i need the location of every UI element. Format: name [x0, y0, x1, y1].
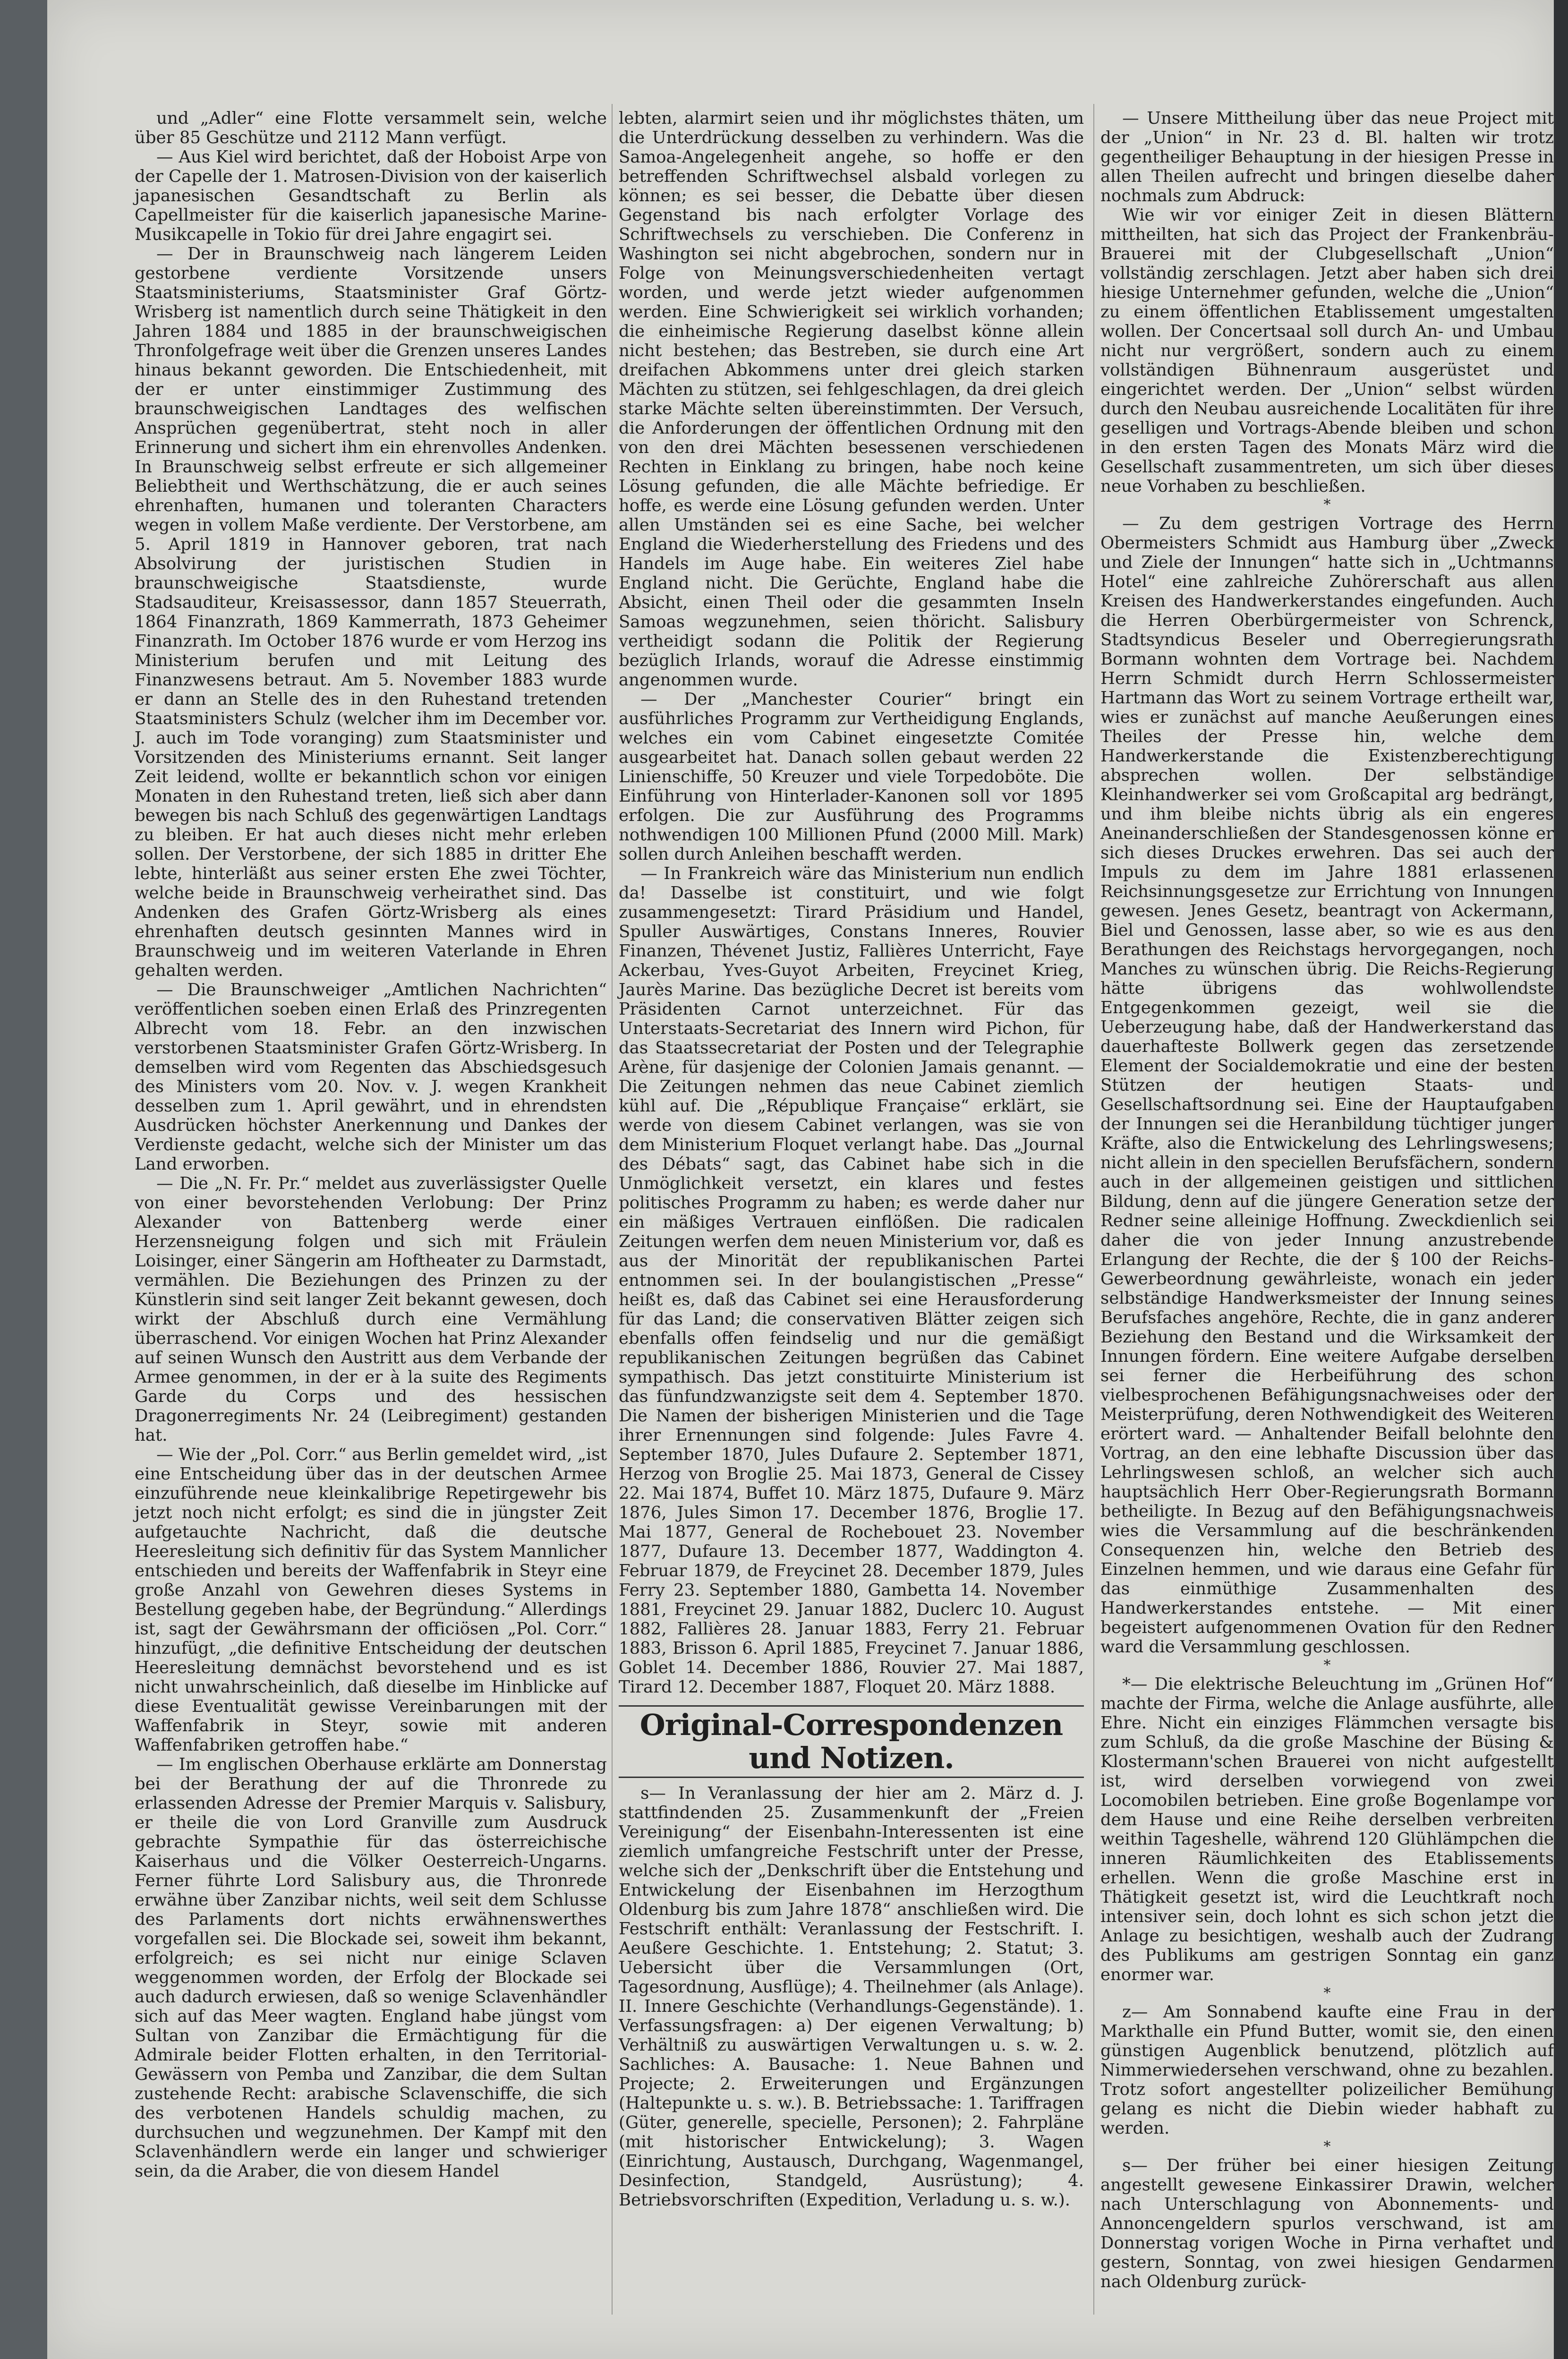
- paragraph: z— Am Sonnabend kaufte eine Frau in der Markthalle ein Pfund Butter, womit sie, den einen günstigen Augenblick benutzend, plötzlich auf Nimmerwiedersehen verschwand, ohne zu bezahlen. Trotz sofort angestellter polizeilicher Bemühung gelang es nicht die Diebin wieder habhaft zu werden.: [1100, 2002, 1554, 2138]
- paragraph: — In Frankreich wäre das Ministerium nun endlich da! Dasselbe ist constituirt, und wie folgt zusammengesetzt: Tirard Präsidium und Handel, Spuller Auswärtiges, Constans Inneres, Rouvier Finanzen, Thévenet Justiz, Fallières Unterricht, Faye Ackerbau, Yves-Guyot Arbeiten, Freycinet Krieg, Jaurès Marine. Das bezügliche Decret ist bereits vom Präsidenten Carnot unterzeichnet. Für das Unterstaats-Secretariat des Innern wird Pichon, für das Staatssecretariat der Posten und der Telegraphie Arène, für dasjenige der Colonien Jamais genannt. — Die Zeitungen nehmen das neue Cabinet ziemlich kühl auf. Die „République Française“ erklärt, sie werde von diesem Cabinet verlangen, was sie von dem Ministerium Floquet verlangt habe. Das „Journal des Débats“ sagt, das Cabinet habe sich in die Unmöglichkeit versetzt, ein klares und festes politisches Programm zu haben; es werde daher nur ein mäßiges Vertrauen einflößen. Die radicalen Zeitungen werfen dem neuen Ministerium vor, daß es aus der Minorität der republikanischen Partei entnommen sei. In der boulangistischen „Presse“ heißt es, daß das Cabinet sei eine Herausforderung für das Land; die conservativen Blätter zeigen sich ebenfalls offen feindselig und nur die gemäßigt republikanischen Zeitungen begrüßen das Cabinet sympathisch. Das jetzt constituirte Ministerium ist das fünfundzwanzigste seit dem 4. September 1870. Die Namen der bisherigen Ministerien und die Tage ihrer Ernennungen sind folgende: Jules Favre 4. September 1870, Jules Dufaure 2. September 1871, Herzog von Broglie 25. Mai 1873, General de Cissey 22. Mai 1874, Buffet 10. März 1875, Dufaure 9. März 1876, Jules Simon 17. December 1876, Broglie 17. Mai 1877, General de Rochebouet 23. November 1877, Dufaure 13. December 1877, Waddington 4. Februar 1879, de Freycinet 28. December 1879, Jules Ferry 23. September 1880, Gambetta 14. November 1881, Freycinet 29. Januar 1882, Duclerc 10. August 1882, Fallières 28. Januar 1883, Ferry 21. Februar 1883, Brisson 6. April 1885, Freycinet 7. Januar 1886, Goblet 14. December 1886, Rouvier 27. Mai 1887, Tirard 12. December 1887, Floquet 20. März 1888.: [619, 864, 1084, 1697]
- paragraph: und „Adler“ eine Flotte versammelt sein, welche über 85 Geschütze und 2112 Mann verfügt.: [135, 109, 607, 147]
- page-edge: [1554, 0, 1568, 2359]
- column-rule: [612, 104, 613, 2315]
- paragraph: — Aus Kiel wird berichtet, daß der Hoboist Arpe von der Capelle der 1. Matrosen-Division von der kaiserlich japanesischen Gesandtschaft zu Berlin als Capellmeister für die kaiserlich japanesische Marine-Musikcapelle in Tokio für drei Jahre engagirt sei.: [135, 147, 607, 244]
- paragraph: — Die Braunschweiger „Amtlichen Nachrichten“ veröffentlichen soeben einen Erlaß des Prinzregenten Albrecht vom 18. Febr. an den inzwischen verstorbenen Staatsminister Grafen Görtz-Wrisberg. In demselben wird vom Regenten das Abschiedsgesuch des Ministers vom 20. Nov. v. J. wegen Krankheit desselben zum 1. April gewährt, und in ehrendsten Ausdrücken höchster Anerkennung und Dankes der Verdienste gedacht, welche sich der Minister um das Land erworben.: [135, 980, 607, 1174]
- column-1: [135, 109, 607, 2181]
- column-2: [619, 109, 1084, 2210]
- paragraph: *— Die elektrische Beleuchtung im „Grünen Hof“ machte der Firma, welche die Anlage ausführte, alle Ehre. Nicht ein einziges Flämmchen versagte bis zum Schluß, da die große Maschine der Büsing & Klostermann'schen Brauerei von nicht aufgestellt ist, wird derselben vorwiegend von zwei Locomobilen betrieben. Eine große Bogenlampe vor dem Hause und eine Reihe derselben verbreiten weithin Tageshelle, während 120 Glühlämpchen die inneren Räumlichkeiten des Etablissements erhellen. Wenn die große Maschine erst in Thätigkeit gesetzt ist, wird die Leuchtkraft noch intensiver sein, doch lohnt es sich schon jetzt die Anlage zu besichtigen, weshalb auch der Zudrang des Publikums am gestrigen Sonntag ein ganz enormer war.: [1100, 1675, 1554, 1984]
- paragraph: Wie wir vor einiger Zeit in diesen Blättern mittheilten, hat sich das Project der Frankenbräu-Brauerei mit der Clubgesellschaft „Union“ vollständig zerschlagen. Jetzt aber haben sich drei hiesige Unternehmer gefunden, welche die „Union“ zu einem öffentlichen Etablissement umgestalten wollen. Der Concertsaal soll durch An- und Umbau nicht nur vergrößert, sondern auch zu einem vollständigen Bühnenraum ausgerüstet und eingerichtet werden. Der „Union“ selbst würden durch den Neubau ausreichende Localitäten für ihre geselligen und Vortrags-Abende bleiben und schon in den ersten Tagen des Monats März wird die Gesellschaft zusammentreten, um sich über dieses neue Vorhaben zu beschließen.: [1100, 205, 1554, 496]
- paragraph: s— Der früher bei einer hiesigen Zeitung angestellt gewesene Einkassirer Drawin, welcher nach Unterschlagung von Abonnements- und Annoncengeldern spurlos verschwand, ist am Donnerstag vorigen Woche in Pirna verhaftet und gestern, Sonntag, von zwei hiesigen Gendarmen nach Oldenburg zurück-: [1100, 2156, 1554, 2291]
- separator-asterisk: *: [1323, 1657, 1331, 1674]
- paragraph: — Zu dem gestrigen Vortrage des Herrn Obermeisters Schmidt aus Hamburg über „Zweck und Ziele der Innungen“ hatte sich in „Uchtmanns Hotel“ eine zahlreiche Zuhörerschaft aus allen Kreisen des Handwerkerstandes eingefunden. Auch die Herren Oberbürgermeister von Schrenck, Stadtsyndicus Beseler und Oberregierungsrath Bormann wohnten dem Vortrage bei. Nachdem Herrn Schmidt durch Herrn Schlossermeister Hartmann das Wort zu seinem Vortrage ertheilt war, wies er zunächst auf manche Aeußerungen eines Theiles der Presse hin, welche dem Handwerkerstande die Existenzberechtigung absprechen wollen. Der selbständige Kleinhandwerker sei vom Großcapital arg bedrängt, und ihm bleibe nichts übrig als ein engeres Aneinanderschließen der Standesgenossen könne er sich dieses Druckes erwehren. Das sei auch der Impuls zu dem im Jahre 1881 erlassenen Reichsinnungsgesetze zur Errichtung von Innungen gewesen. Jenes Gesetz, beantragt von Ackermann, Biel und Genossen, lasse aber, so wie es aus den Berathungen des Reichstags hervorgegangen, noch Manches zu wünschen übrig. Die Reichs-Regierung hätte übrigens das wohlwollendste Entgegenkommen gezeigt, weil sie die Ueberzeugung habe, daß der Handwerkerstand das dauerhafteste Bollwerk gegen das zersetzende Element der Socialdemokratie und eine der besten Stützen der heutigen Staats- und Gesellschaftsordnung sei. Eine der Hauptaufgaben der Innungen sei die Heranbildung tüchtiger junger Kräfte, also die Entwickelung des Lehrlingswesens; nicht allein in den speciellen Berufsfächern, sondern auch in der allgemeinen geistigen und sittlichen Bildung, denn auf die jüngere Generation setze der Redner seine alleinige Hoffnung. Zweckdienlich sei daher die von jeder Innung anzustrebende Erlangung der Rechte, die der § 100 der Reichs-Gewerbeordnung gewährleiste, wonach ein jeder selbständige Handwerksmeister der Innung seines Berufsfaches angehöre, Rechte, die in ganz anderer Beziehung den Bestand und die Wirksamkeit der Innungen fördern. Eine weitere Aufgabe derselben sei ferner die Herbeiführung des schon vielbesprochenen Befähigungsnachweises oder der Meisterprüfung, deren Nothwendigkeit des Weiteren erörtert ward. — Anhaltender Beifall belohnte den Vortrag, an den eine lebhafte Discussion über das Lehrlingswesen schloß, an welcher sich auch hauptsächlich Herr Ober-Regierungsrath Bormann betheiligte. In Bezug auf den Befähigungsnachweis wies die Versammlung auf die beschränkenden Consequenzen hin, welche den Betrieb des Einzelnen hemmen, und wie daraus eine Gefahr für das einmüthige Zusammenhalten des Handwerkerstandes entstehe. — Mit einer begeistert aufgenommenen Ovation für den Redner ward die Versammlung geschlossen.: [1100, 514, 1554, 1657]
- paragraph: — Die „N. Fr. Pr.“ meldet aus zuverlässigster Quelle von einer bevorstehenden Verlobung: Der Prinz Alexander von Battenberg werde einer Herzensneigung folgen und sich mit Fräulein Loisinger, einer Sängerin am Hoftheater zu Darmstadt, vermählen. Die Beziehungen des Prinzen zu der Künstlerin sind seit langer Zeit bekannt gewesen, doch wirkt der Abschluß durch eine Vermählung überraschend. Vor einigen Wochen hat Prinz Alexander auf seinen Wunsch den Austritt aus dem Verbande der Armee genommen, in der er à la suite des Regiments Garde du Corps und des hessischen Dragonerregiments Nr. 24 (Leibregiment) gestanden hat.: [135, 1174, 607, 1445]
- paragraph: — Der in Braunschweig nach längerem Leiden gestorbene verdiente Vorsitzende unsers Staatsministeriums, Staatsminister Graf Görtz-Wrisberg ist namentlich durch seine Thätigkeit in den Jahren 1884 und 1885 in der braunschweigischen Thronfolgefrage weit über die Grenzen unseres Landes hinaus bekannt geworden. Die Entschiedenheit, mit der er unter einstimmiger Zustimmung des braunschweigischen Landtages des welfischen Ansprüchen gegenübertrat, steht noch in aller Erinnerung und sichert ihm ein ehrenvolles Andenken. In Braunschweig selbst erfreute er sich allgemeiner Beliebtheit und Werthschätzung, die er auch seines ehrenhaften, humanen und toleranten Characters wegen in vollem Maße verdiente. Der Verstorbene, am 5. April 1819 in Hannover geboren, trat nach Absolvirung der juristischen Studien in braunschweigische Staatsdienste, wurde Stadsauditeur, Kreisassessor, dann 1857 Steuerrath, 1864 Finanzrath, 1869 Kammerrath, 1873 Geheimer Finanzrath. Im October 1876 wurde er vom Herzog ins Ministerium berufen und mit Leitung des Finanzwesens betraut. Am 5. November 1883 wurde er dann an Stelle des in den Ruhestand tretenden Staatsministers Schulz (welcher ihm im December vor. J. auch im Tode voranging) zum Staatsminister und Vorsitzenden des Ministeriums ernannt. Seit langer Zeit leidend, wollte er bekanntlich schon vor einigen Monaten in den Ruhestand treten, ließ sich aber dann bewegen bis nach Schluß des gegenwärtigen Landtags zu bleiben. Er hat auch dieses nicht mehr erleben sollen. Der Verstorbene, der sich 1885 in dritter Ehe lebte, hinterläßt aus seiner ersten Ehe zwei Töchter, welche beide in Braunschweig verheirathet sind. Das Andenken des Grafen Görtz-Wrisberg als eines ehrenhaften deutsch gesinnten Mannes wird in Braunschweig und im weiteren Vaterlande in Ehren gehalten werden.: [135, 244, 607, 980]
- separator-asterisk: *: [1323, 1985, 1331, 2001]
- paragraph: — Im englischen Oberhause erklärte am Donnerstag bei der Berathung der auf die Thronrede zu erlassenden Adresse der Premier Marquis v. Salisbury, er theile die von Lord Granville zum Ausdruck gebrachte Sympathie für das österreichische Kaiserhaus und die Völker Oesterreich-Ungarns. Ferner führte Lord Salisbury aus, die Thronrede erwähne über Zanzibar nichts, weil seit dem Schlusse des Parlaments dort nichts erwähnenswerthes vorgefallen sei. Die Blockade sei, soweit ihm bekannt, erfolgreich; es sei nicht nur einige Sclaven weggenommen worden, der Erfolg der Blockade sei auch dadurch erwiesen, daß so wenige Sclavenhändler sich auf das Meer wagten. England habe jüngst vom Sultan von Zanzibar die Ermächtigung für die Admirale beider Flotten erhalten, in den Territorial-Gewässern von Pemba und Zanzibar, die dem Sultan zustehende Recht: arabische Sclavenschiffe, die sich des verbotenen Handels schuldig machen, zu durchsuchen und wegzunehmen. Der Kampf mit den Sclavenhändlern werde ein langer und schwieriger sein, da die Araber, die von diesem Handel: [135, 1755, 607, 2181]
- separator-asterisk: *: [1323, 496, 1331, 513]
- paragraph: — Unsere Mittheilung über das neue Project mit der „Union“ in Nr. 23 d. Bl. halten wir trotz gegentheiliger Behauptung in der hiesigen Presse in allen Theilen aufrecht und bringen dieselbe daher nochmals zum Abdruck:: [1100, 109, 1554, 205]
- paragraph: lebten, alarmirt seien und ihr möglichstes thäten, um die Unterdrückung desselben zu verhindern. Was die Samoa-Angelegenheit angehe, so hoffe er den betreffenden Schriftwechsel alsbald vorlegen zu können; es sei besser, die Debatte über diesen Gegenstand bis nach erfolgter Vorlage des Schriftwechsels zu verschieben. Die Conferenz in Washington sei nicht abgebrochen, sondern nur in Folge von Meinungsverschiedenheiten vertagt worden, und werde jetzt wieder aufgenommen werden. Eine Schwierigkeit sei wirklich vorhanden; die einheimische Regierung daselbst könne allein nicht bestehen; das Bestreben, sie durch eine Art dreifachen Abkommens unter drei gleich starken Mächten zu stützen, sei fehlgeschlagen, da drei gleich starke Mächte selten übereinstimmten. Der Versuch, die Anforderungen der öffentlichen Ordnung mit den von den drei Mächten besessenen verschiedenen Rechten in Einklang zu bringen, habe noch keine Lösung gefunden, die alle Mächte befriedige. Er hoffe, es werde eine Lösung gefunden werden. Unter allen Umständen sei es eine Sache, bei welcher England die Wiederherstellung des Friedens und des Handels im Auge habe. Ein weiteres Ziel habe England nicht. Die Gerüchte, England habe die Absicht, einen Theil oder die gesammten Inseln Samoas wegzunehmen, seien thöricht. Salisbury vertheidigt sodann die Politik der Regierung bezüglich Irlands, worauf die Adresse einstimmig angenommen wurde.: [619, 109, 1084, 690]
- separator-asterisk: *: [1323, 2138, 1331, 2155]
- column-rule: [1093, 104, 1094, 2315]
- column-3: [1100, 109, 1554, 2291]
- section-heading: Original-Correspondenzen und Notizen.: [619, 1705, 1084, 1778]
- paragraph: — Wie der „Pol. Corr.“ aus Berlin gemeldet wird, „ist eine Entscheidung über das in der deutschen Armee einzuführende neue kleinkalibrige Repetirgewehr bis jetzt noch nicht erfolgt; es sind die in jüngster Zeit aufgetauchte Nachricht, daß die deutsche Heeresleitung sich definitiv für das System Mannlicher entschieden und bereits der Waffenfabrik in Steyr eine große Anzahl von Gewehren dieses Systems in Bestellung gegeben habe, der Begründung.“ Allerdings ist, sagt der Gewährsmann der officiösen „Pol. Corr.“ hinzufügt, „die definitive Entscheidung der deutschen Heeresleitung demnächst bevorstehend und es ist nicht unwahrscheinlich, daß dieselbe im Hinblicke auf diese Eventualität gewisse Vereinbarungen mit der Waffenfabrik in Steyr, sowie mit anderen Waffenfabriken getroffen habe.“: [135, 1445, 607, 1755]
- paragraph: — Der „Manchester Courier“ bringt ein ausführliches Programm zur Vertheidigung Englands, welches ein vom Cabinet eingesetzte Comitée ausgearbeitet hat. Danach sollen gebaut werden 22 Linienschiffe, 50 Kreuzer und viele Torpedoböte. Die Einführung von Hinterlader-Kanonen soll vor 1895 erfolgen. Die zur Ausführung des Programms nothwendigen 100 Millionen Pfund (2000 Mill. Mark) sollen durch Anleihen beschafft werden.: [619, 690, 1084, 864]
- paragraph: s— In Veranlassung der hier am 2. März d. J. stattfindenden 25. Zusammenkunft der „Freien Vereinigung“ der Eisenbahn-Interessenten ist eine ziemlich umfangreiche Festschrift unter der Presse, welche sich der „Denkschrift über die Entstehung und Entwickelung der Eisenbahnen im Herzogthum Oldenburg bis zum Jahre 1878“ anschließen wird. Die Festschrift enthält: Veranlassung der Festschrift. I. Aeußere Geschichte. 1. Entstehung; 2. Statut; 3. Uebersicht über die Versammlungen (Ort, Tagesordnung, Ausflüge); 4. Theilnehmer (als Anlage). II. Innere Geschichte (Verhandlungs-Gegenstände). 1. Verfassungsfragen: a) Der eigenen Verwaltung; b) Verhältniß zu auswärtigen Verwaltungen u. s. w. 2. Sachliches: A. Bausache: 1. Neue Bahnen und Projecte; 2. Erweiterungen und Ergänzungen (Haltepunkte u. s. w.). B. Betriebssache: 1. Tariffragen (Güter, generelle, specielle, Personen); 2. Fahrpläne (mit historischer Entwickelung); 3. Wagen (Einrichtung, Austausch, Durchgang, Wagenmangel, Desinfection, Standgeld, Ausrüstung); 4. Betriebsvorschriften (Expedition, Verladung u. s. w.).: [619, 1784, 1084, 2210]
